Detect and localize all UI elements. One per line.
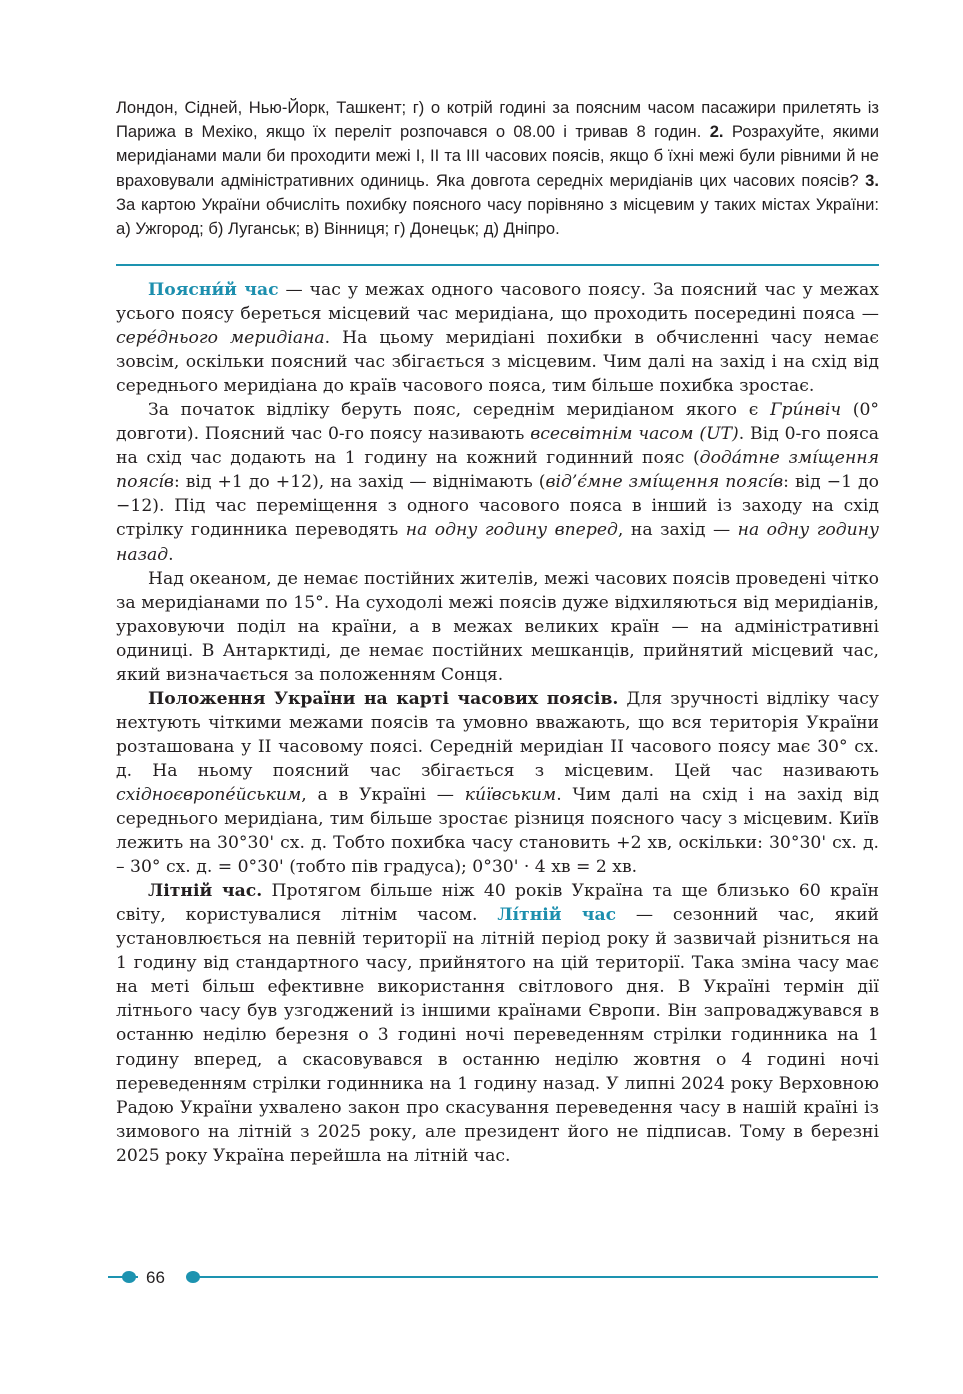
task-text-continued: Лондон, Сідней, Нью-Йорк, Ташкент; г) о котрій годині за поясним часом пасажири прилетять із Парижа в Мехіко, якщо їх переліт розпочався о 08.00 і тривав 8 годин. xyxy=(116,98,879,142)
term-summer-time: Лі́тній час xyxy=(497,905,617,926)
paragraph-ukraine-zone xyxy=(116,687,879,879)
text: (0° довготи). Поясний час 0-го поясу називають xyxy=(116,400,879,445)
footer-dot-icon xyxy=(122,1271,136,1283)
main-text xyxy=(116,278,879,1168)
task-text-3: За картою України обчисліть похибку поясного часу порівняно з місцевим у таких містах України: а) Ужгород; б) Луганськ; в) Вінниця; г) Донецьк; д) Дніпро. xyxy=(116,194,879,239)
paragraph-summer-time xyxy=(116,879,879,1168)
text: — час у межах одного часового поясу. За поясний час у межах усього поясу береться місцевий час меридіана, що проходить посередині пояса — xyxy=(116,280,879,325)
text: . На цьому меридіані похибки в обчисленні часу немає зовсім, оскільки поясний час збігається з місцевим. Чим далі на захід і на схід від середнього меридіана до країв часового пояса, тим більше похибка зростає. xyxy=(116,328,879,397)
text: Для зручності відліку часу нехтують чіткими межами поясів та умовно вважають, що вся територія України розташована у ІІ часовому поясі. Середній меридіан ІІ часового поясу має 30° сх. д. На ньому поясний час збігається з місцевим. Цей час називають xyxy=(116,688,879,781)
paragraph-greenwich xyxy=(116,398,879,566)
italic-term: всесвітнім часом (UT) xyxy=(530,424,739,445)
text: . Чим далі на схід і на захід від середнього меридіана, тим більше зростає різниця поясного часу з місцевим. Київ лежить на 30°30' сх. д. Тобто похибка часу становить +2 хв, оскільки: 30°30' сх. д. – 30° сх. д. = 0°30' (тобто пів градуса); 0°30' · 4 хв = 2 хв. xyxy=(116,784,879,878)
text: — сезонний час, який установлюється на певній території на літній період року й зазвичай різниться на 1 годину від стандартного часу, прийнятого на цій території. Така зміна часу має на меті більш ефективне використання світлового дня. В Україні термін дії літнього часу був узгоджений із іншими країнами Європи. Він запроваджувався в останню неділю березня о 3 годині ночі переведенням стрілки годинника на 1 годину вперед, а скасовувався в останню неділю жовтня о 4 годині ночі переведенням стрілки годинника на 1 годину назад. У липні 2024 року Верховною Радою України ухвалено закон про скасування переведення часу в нашій країні із зимового на літній з 2025 року, але президент його не підписав. Тому в березні 2025 року Україна перейшла на літній час. xyxy=(116,905,879,1166)
heading-ukraine-zone: Положення України на карті часових поясів. xyxy=(148,688,619,709)
heading-summer-time: Літній час. xyxy=(148,881,263,902)
text: : від +1 до +12), на захід — віднімають ( xyxy=(173,472,546,493)
term-standard-time: Поясни́й час xyxy=(148,280,279,300)
text: , на захід — xyxy=(617,520,738,541)
text: Над океаном, де немає постійних жителів, межі часових поясів проведені чітко за меридіанами по 15°. На суходолі межі поясів дуже відхиляються від меридіанів, ураховуючи поділ на країни, а в межах великих країн — на адміністративні одиниці. В Антарктиді, де немає постійних мешканців, прийнятий місцевий час, який визначається за положенням Сонця. xyxy=(116,568,879,685)
text: Протягом більше ніж 40 років Україна та ще близько 60 країн світу, користувалися літнім часом. xyxy=(116,881,879,926)
text: . xyxy=(168,544,174,565)
italic-term: від’є́мне змі́щення поясі́в xyxy=(545,472,784,493)
page-footer xyxy=(108,1268,883,1290)
italic-term: східноєвропе́йським xyxy=(116,784,302,805)
page-number: 66 xyxy=(146,1268,165,1287)
paragraph-ocean-zones xyxy=(116,567,879,687)
italic-term: на одну годину вперед xyxy=(405,520,618,541)
text: , а в Україні — xyxy=(301,784,465,805)
footer-line xyxy=(188,1276,878,1278)
task-text-2: Розрахуйте, якими меридіанами мали би проходити межі І, ІІ та ІІІ часових поясів, якщо б їхні межі були рівними й не враховували адміністративних одиниць. Яка довгота середніх меридіанів цих часових поясів? xyxy=(116,122,879,190)
italic-term: на одну годину назад xyxy=(116,520,879,565)
italic-term: Гри́нвіч xyxy=(770,400,842,421)
task-number-2: 2. xyxy=(709,122,724,142)
task-block xyxy=(116,96,879,241)
italic-term: ки́ївським xyxy=(464,784,557,805)
text: За початок відліку беруть пояс, середнім меридіаном якого є xyxy=(148,400,771,421)
text: . Від 0-го пояса на схід час додають на 1 годину на кожний годинний пояс ( xyxy=(116,424,880,469)
paragraph-standard-time xyxy=(116,278,879,398)
italic-term: дода́тне змі́щення поясі́в xyxy=(116,448,879,493)
task-number-3: 3. xyxy=(865,170,879,190)
italic-term: сере́днього меридіана xyxy=(116,328,325,349)
section-divider xyxy=(116,264,879,266)
task-paragraph xyxy=(116,96,879,241)
text: : від −1 до −12). Під час переміщення з одного часового пояса в інший із заходу на схід стрілку годинника переводять xyxy=(116,472,879,541)
